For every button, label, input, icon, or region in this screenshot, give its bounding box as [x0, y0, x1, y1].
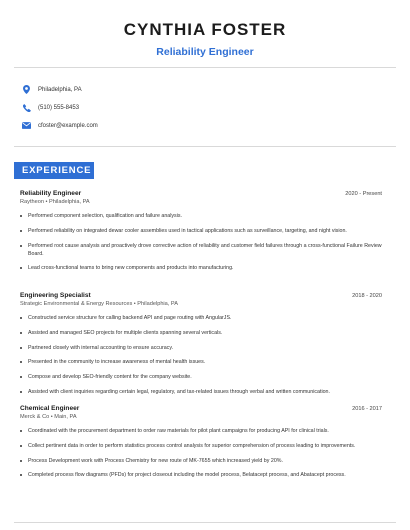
job-dates: 2016 - 2017	[352, 406, 382, 412]
contact-divider	[14, 146, 396, 147]
job-entry	[20, 292, 382, 403]
job-bullet: Lead cross-functional teams to bring new components and products into manufacturing.	[20, 264, 382, 272]
header-divider	[14, 67, 396, 68]
email-text: cfoster@example.com	[38, 122, 98, 129]
contact-location	[22, 85, 82, 94]
job-dates: 2018 - 2020	[352, 293, 382, 299]
job-bullet: Assisted and managed SEO projects for multiple clients spanning several verticals.	[20, 329, 382, 337]
job-bullet: Coordinated with the procurement department to order raw materials for pilot plant campaigns for producing API for clinical trials.	[20, 427, 382, 435]
job-title: Reliability Engineer	[20, 190, 82, 197]
job-bullet: Presented in the community to increase awareness of mental health issues.	[20, 358, 382, 366]
phone-text: (510) 555-8453	[38, 104, 80, 111]
job-bullet: Constructed service structure for calling backend API and page routing with AngularJS.	[20, 314, 382, 322]
job-bullet: Performed component selection, qualification and failure analysis.	[20, 212, 382, 220]
job-entry	[20, 405, 382, 486]
contact-email	[22, 121, 98, 130]
job-bullets	[20, 314, 382, 396]
job-organization: Raytheon • Philadelphia, PA	[20, 199, 90, 205]
job-dates: 2020 - Present	[345, 191, 382, 197]
candidate-name: CYNTHIA FOSTER	[123, 20, 287, 39]
job-bullet: Assisted with client inquiries regarding certain legal, regulatory, and tax-related issues through verbal and written communication.	[20, 388, 382, 396]
experience-heading: EXPERIENCE	[14, 162, 94, 179]
job-bullets	[20, 427, 382, 479]
phone-icon	[22, 103, 31, 112]
job-organization: Merck & Co • Main, PA	[20, 414, 77, 420]
job-bullet: Process Development work with Process Chemistry for new route of MK-7655 which increased yield by 20%.	[20, 457, 382, 465]
job-title: Chemical Engineer	[20, 405, 80, 412]
job-bullet: Performed reliability on integrated dewar cooler assemblies used in tactical applications such as surveillance, targeting, and night vision.	[20, 227, 382, 235]
location-pin-icon	[22, 85, 31, 94]
job-bullet: Compose and develop SEO-friendly content for the company website.	[20, 373, 382, 381]
location-text: Philadelphia, PA	[38, 86, 82, 93]
candidate-role: Reliability Engineer	[156, 46, 254, 58]
contact-phone	[22, 103, 79, 112]
resume-header	[0, 0, 410, 58]
job-entry	[20, 190, 382, 279]
job-organization: Strategic Environmental & Energy Resources • Philadelphia, PA	[20, 301, 178, 307]
footer-divider	[14, 522, 396, 523]
job-bullet: Partnered closely with internal accounting to ensure accuracy.	[20, 344, 382, 352]
email-icon	[22, 121, 31, 130]
job-bullets	[20, 212, 382, 272]
job-title: Engineering Specialist	[20, 292, 91, 299]
job-bullet: Collect pertinent data in order to perform statistics process control analysis for superior comprehension of process leading to improvements.	[20, 442, 382, 450]
job-bullet: Performed root cause analysis and proactively drove corrective action of reliability and customer field failures through a cross-functional Failure Review Board.	[20, 242, 382, 258]
job-bullet: Completed process flow diagrams (PFDs) for project closeout including the model process, Belatacept process, and Abatacept process.	[20, 471, 382, 479]
